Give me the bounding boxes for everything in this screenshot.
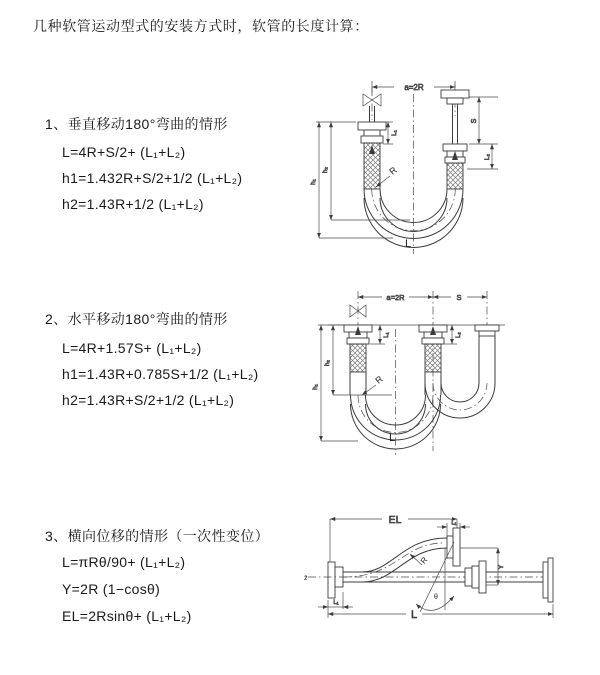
length-label: L	[388, 432, 396, 444]
radius-callout	[362, 373, 385, 395]
hose-straight	[308, 558, 553, 602]
dim-label-l1: L₁	[391, 130, 398, 136]
formula-line: h2=1.43R+1/2 (L₁+L₂)	[62, 196, 204, 212]
formula-line: L=4R+1.57S+ (L₁+L₂)	[62, 340, 202, 356]
formula-line: h2=1.43R+S/2+1/2 (L₁+L₂)	[62, 392, 235, 408]
hose-s-curve	[344, 538, 447, 582]
section2-heading: 2、水平移动180°弯曲的情形	[45, 311, 228, 327]
diagram-lateral-displacement	[296, 508, 580, 638]
formula-line: Y=2R (1−cosθ)	[62, 581, 161, 597]
radius-label: R	[418, 555, 430, 566]
section2-formulas	[62, 335, 259, 413]
centerlines	[358, 291, 487, 455]
dim-label-l1: L₁	[384, 332, 390, 338]
dim-label-el: EL	[388, 514, 402, 526]
dim-label-s: S	[471, 118, 478, 124]
section3-heading: 3、横向位移的情形（一次性变位）	[45, 528, 270, 544]
formula-line: L=πRθ/90+ (L₁+L₂)	[62, 554, 186, 570]
page-title: 几种软管运动型式的安装方式时，软管的长度计算：	[33, 18, 369, 34]
dim-s-l2	[467, 97, 498, 169]
formula-line: EL=2Rsinθ+ (L₁+L₂)	[62, 608, 192, 624]
hose-u-bend-moved	[425, 383, 495, 418]
dim-label-l1-bottom: L₁	[333, 600, 339, 606]
dim-l	[328, 600, 553, 621]
formula-line: h1=1.432R+S/2+1/2 (L₁+L₂)	[62, 170, 243, 186]
dim-label-h1: h₁	[310, 179, 317, 185]
section3-formulas	[62, 549, 192, 630]
dim-l1-l2	[370, 325, 462, 344]
section1-formulas	[62, 139, 242, 217]
dim-label-s: S	[456, 293, 462, 302]
dim-label-h2: h₂	[322, 166, 329, 174]
dim-label-a2r: a=2R	[404, 83, 424, 92]
formula-line: h1=1.43R+0.785S+1/2 (L₁+L₂)	[62, 366, 259, 382]
dim-label-l: L	[410, 609, 418, 621]
dim-h1-h2	[310, 122, 410, 238]
left-end-fitting	[344, 325, 372, 395]
displaced-flange	[447, 528, 460, 566]
dim-label-y: Y	[496, 564, 505, 570]
centerlines	[372, 84, 455, 254]
dim-label-a2r: a=2R	[386, 293, 405, 302]
formula-line: L=4R+S/2+ (L₁+L₂)	[62, 144, 186, 160]
moved-position-fitting	[475, 325, 499, 383]
end-marker-label: z̄	[304, 575, 308, 582]
left-flange	[328, 562, 362, 598]
diagram-horizontal-180-bend	[300, 283, 525, 461]
dim-label-h2: h₂	[324, 359, 331, 367]
radius-label: R	[373, 373, 385, 386]
length-label: L	[404, 238, 412, 250]
section1-heading: 1、垂直移动180°弯曲的情形	[45, 116, 228, 132]
dim-label-l1-top: L₁	[451, 520, 457, 527]
dim-l1-bottom	[318, 592, 353, 609]
dim-label-h1: h₁	[312, 384, 319, 390]
left-end-fitting	[358, 106, 386, 189]
dim-label-l2: L₂	[484, 153, 491, 161]
angle-label: θ	[434, 594, 438, 601]
radius-callout	[410, 554, 430, 565]
dim-a2r-s	[358, 293, 487, 302]
radius-label: R	[387, 164, 399, 177]
diagram-vertical-180-bend	[298, 70, 510, 262]
dim-label-l2: L₂	[456, 332, 462, 338]
